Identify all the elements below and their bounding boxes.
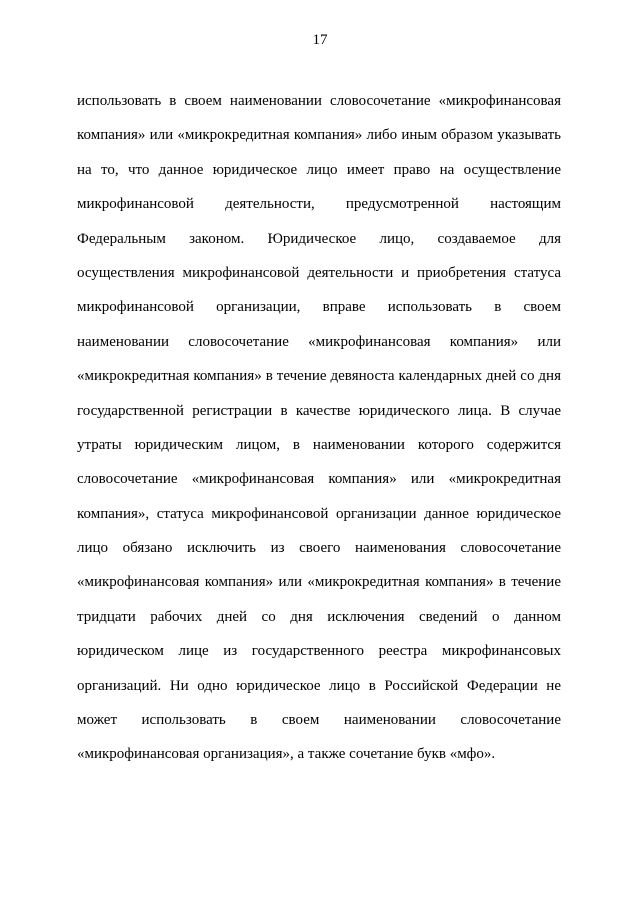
text-line: «микрофинансовая компания» или «микрокредитная компания» в течение: [77, 574, 561, 591]
text-line: компания» или «микрокредитная компания» либо иным образом указывать: [77, 127, 561, 144]
text-line: осуществления микрофинансовой деятельности и приобретения статуса: [77, 264, 561, 281]
text-line: компания», статуса микрофинансовой организации данное юридическое: [77, 505, 561, 522]
text-line: лицо обязано исключить из своего наименования словосочетание: [77, 540, 561, 557]
text-line: может использовать в своем наименовании словосочетание: [77, 712, 561, 729]
text-line: словосочетание «микрофинансовая компания» или «микрокредитная: [77, 471, 561, 488]
text-line: тридцати рабочих дней со дня исключения сведений о данном: [77, 608, 561, 625]
text-line: микрофинансовой деятельности, предусмотренной настоящим: [77, 196, 561, 213]
text-line: «микрофинансовая организация», а также сочетание букв «мфо».: [77, 746, 496, 763]
text-line: Федеральным законом. Юридическое лицо, создаваемое для: [77, 230, 561, 247]
text-line: наименовании словосочетание «микрофинансовая компания» или: [77, 333, 561, 350]
text-line: государственной регистрации в качестве юридического лица. В случае: [77, 402, 561, 419]
text-line: микрофинансовой организации, вправе использовать в своем: [77, 299, 561, 316]
text-line: на то, что данное юридическое лицо имеет право на осуществление: [77, 161, 561, 178]
text-line: использовать в своем наименовании словосочетание «микрофинансовая: [77, 93, 561, 109]
page-number: 17: [312, 32, 328, 48]
body-text: [77, 88, 561, 776]
text-line: юридическом лице из государственного реестра микрофинансовых: [77, 643, 561, 660]
text-line: утраты юридическим лицом, в наименовании которого содержится: [77, 436, 561, 453]
text-line: «микрокредитная компания» в течение девяноста календарных дней со дня: [77, 368, 561, 385]
text-line: организаций. Ни одно юридическое лицо в Российской Федерации не: [77, 677, 561, 694]
